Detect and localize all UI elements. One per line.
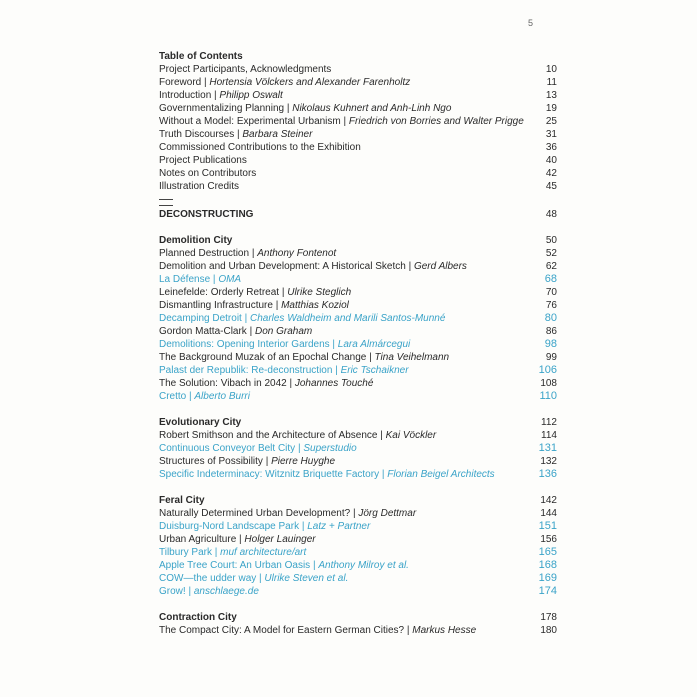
part-title: DECONSTRUCTING [159, 209, 254, 220]
entry-author: Ulrike Steglich [287, 287, 352, 298]
entry-title: Palast der Republik: Re-deconstruction | [159, 365, 341, 376]
section-heading [159, 611, 557, 624]
entry-page: 98 [544, 338, 557, 350]
entry-title: Cretto | [159, 391, 195, 402]
entry-author: Kai Vöckler [385, 430, 437, 441]
entry-page: 19 [545, 103, 557, 114]
entry-title: The Solution: Vibach in 2042 | [159, 378, 295, 389]
toc-entry [159, 468, 557, 481]
entry-author: Anthony Fontenot [257, 248, 337, 259]
toc-entry [159, 533, 557, 546]
entry-title: Without a Model: Experimental Urbanism | [159, 116, 349, 127]
toc-entry [159, 115, 557, 128]
entry-page: 131 [538, 442, 557, 454]
entry-title: Gordon Matta-Clark | [159, 326, 255, 337]
entry-author: Pierre Huyghe [271, 456, 336, 467]
entry-title: Planned Destruction | [159, 248, 258, 259]
entry-title: Demolitions: Opening Interior Gardens | [159, 339, 338, 350]
section-heading [159, 234, 557, 247]
entry-author: Charles Waldheim and Marili Santos-Munné [249, 313, 446, 324]
toc-entry [159, 572, 557, 585]
toc-entry [159, 507, 557, 520]
toc-entry [159, 442, 557, 455]
entry-title: Dismantling Infrastructure | [159, 300, 282, 311]
entry-title: Leinefelde: Orderly Retreat | [159, 287, 288, 298]
toc-entry [159, 351, 557, 364]
part-heading [159, 208, 557, 221]
entry-page: 99 [545, 352, 557, 363]
entry-title: Project Participants, Acknowledgments [159, 64, 332, 75]
entry-page: 165 [538, 546, 557, 558]
entry-author: Holger Lauinger [244, 534, 316, 545]
table-of-contents [159, 50, 557, 637]
toc-entry [159, 89, 557, 102]
section-heading [159, 494, 557, 507]
entry-author: Latz + Partner [307, 521, 371, 532]
entry-title: Specific Indeterminacy: Witznitz Briquette Factory | [159, 469, 388, 480]
toc-entry [159, 273, 557, 286]
toc-entry [159, 141, 557, 154]
toc-entry [159, 546, 557, 559]
entry-author: Friedrich von Borries and Walter Prigge [348, 116, 524, 127]
entry-author: Alberto Burri [194, 391, 250, 402]
entry-title: La Défense | [159, 274, 219, 285]
toc-entry [159, 325, 557, 338]
entry-title: Notes on Contributors [159, 168, 257, 179]
toc-entry [159, 455, 557, 468]
toc-entry [159, 154, 557, 167]
entry-title: Decamping Detroit | [159, 313, 250, 324]
entry-page: 52 [545, 248, 557, 259]
entry-page: 106 [538, 364, 557, 376]
entry-page: 180 [540, 625, 557, 636]
entry-author: Barbara Steiner [242, 129, 313, 140]
entry-page: 62 [545, 261, 557, 272]
entry-page: 40 [545, 155, 557, 166]
divider [159, 205, 173, 206]
entry-page: 42 [545, 168, 557, 179]
entry-author: OMA [218, 274, 242, 285]
entry-author: Jörg Dettmar [358, 508, 417, 519]
toc-entry [159, 377, 557, 390]
entry-author: Don Graham [254, 326, 313, 337]
entry-title: Robert Smithson and the Architecture of Absence | [159, 430, 386, 441]
section-title: Contraction City [159, 612, 237, 623]
front-matter-list [159, 63, 557, 193]
toc-entry [159, 128, 557, 141]
entry-page: 31 [545, 129, 557, 140]
entry-page: 80 [544, 312, 557, 324]
entry-author: Eric Tschaikner [340, 365, 409, 376]
entry-title: Governmentalizing Planning | [159, 103, 293, 114]
toc-entry [159, 364, 557, 377]
section-page: 142 [540, 495, 557, 506]
section-page: 50 [545, 235, 557, 246]
section-page: 178 [540, 612, 557, 623]
entry-author: Superstudio [303, 443, 357, 454]
entry-page: 11 [546, 77, 557, 88]
entry-title: Urban Agriculture | [159, 534, 245, 545]
entry-title: Duisburg-Nord Landscape Park | [159, 521, 308, 532]
entry-page: 136 [538, 468, 557, 480]
sections-list [159, 221, 557, 637]
toc-entry [159, 312, 557, 325]
entry-page: 110 [539, 390, 557, 402]
entry-title: Tilbury Park | [159, 547, 221, 558]
entry-page: 70 [545, 287, 557, 298]
entry-page: 76 [545, 300, 557, 311]
entry-page: 68 [544, 273, 557, 285]
entry-title: The Compact City: A Model for Eastern German Cities? | [159, 625, 413, 636]
entry-page: 174 [538, 585, 557, 597]
entry-title: Introduction | [159, 90, 220, 101]
section-title: Feral City [159, 495, 205, 506]
entry-author: Tina Veihelmann [374, 352, 450, 363]
entry-title: Illustration Credits [159, 181, 240, 192]
section-title: Demolition City [159, 235, 233, 246]
section-title: Evolutionary City [159, 417, 242, 428]
entry-title: Commissioned Contributions to the Exhibition [159, 142, 361, 153]
entry-author: Florian Beigel Architects [387, 469, 495, 480]
entry-page: 45 [545, 181, 557, 192]
entry-title: Demolition and Urban Development: A Historical Sketch | [159, 261, 414, 272]
entry-title: Continuous Conveyor Belt City | [159, 443, 304, 454]
entry-author: Philipp Oswalt [219, 90, 283, 101]
toc-entry [159, 585, 557, 598]
entry-title: Structures of Possibility | [159, 456, 272, 467]
entry-author: anschlaege.de [193, 586, 259, 597]
toc-title: Table of Contents [159, 51, 243, 62]
entry-author: Johannes Touché [294, 378, 374, 389]
toc-entry [159, 180, 557, 193]
entry-author: Lara Almárcegui [337, 339, 411, 350]
entry-page: 114 [541, 430, 557, 441]
entry-page: 10 [545, 64, 557, 75]
entry-author: Ulrike Steven et al. [264, 573, 349, 584]
entry-title: Project Publications [159, 155, 247, 166]
toc-entry [159, 76, 557, 89]
entry-author: muf architecture/art [220, 547, 307, 558]
page-number: 5 [528, 18, 534, 28]
entry-page: 86 [545, 326, 557, 337]
toc-entry [159, 102, 557, 115]
entry-author: Matthias Koziol [281, 300, 349, 311]
toc-entry [159, 167, 557, 180]
entry-title: COW—the udder way | [159, 573, 265, 584]
toc-entry [159, 338, 557, 351]
entry-page: 25 [545, 116, 557, 127]
entry-title: Naturally Determined Urban Development? | [159, 508, 359, 519]
entry-page: 169 [538, 572, 557, 584]
part-page: 48 [545, 209, 557, 220]
entry-page: 36 [545, 142, 557, 153]
entry-page: 144 [540, 508, 557, 519]
entry-title: Apple Tree Court: An Urban Oasis | [159, 560, 319, 571]
section-heading [159, 416, 557, 429]
section-page: 112 [541, 417, 557, 428]
toc-entry [159, 260, 557, 273]
entry-author: Nikolaus Kuhnert and Anh-Linh Ngo [292, 103, 452, 114]
entry-page: 168 [538, 559, 557, 571]
entry-author: Hortensia Völckers and Alexander Farenholtz [209, 77, 411, 88]
toc-entry [159, 247, 557, 260]
entry-author: Gerd Albers [413, 261, 467, 272]
toc-entry [159, 390, 557, 403]
toc-entry [159, 559, 557, 572]
entry-page: 151 [538, 520, 557, 532]
entry-page: 108 [540, 378, 557, 389]
toc-entry [159, 299, 557, 312]
toc-entry [159, 63, 557, 76]
entry-title: Foreword | [159, 77, 210, 88]
entry-title: The Background Muzak of an Epochal Change | [159, 352, 375, 363]
toc-entry [159, 624, 557, 637]
toc-entry [159, 286, 557, 299]
entry-page: 156 [540, 534, 557, 545]
toc-entry [159, 429, 557, 442]
toc-entry [159, 520, 557, 533]
entry-page: 132 [540, 456, 557, 467]
entry-title: Grow! | [159, 586, 194, 597]
entry-title: Truth Discourses | [159, 129, 243, 140]
entry-author: Markus Hesse [412, 625, 477, 636]
entry-author: Anthony Milroy et al. [318, 560, 409, 571]
entry-page: 13 [545, 90, 557, 101]
